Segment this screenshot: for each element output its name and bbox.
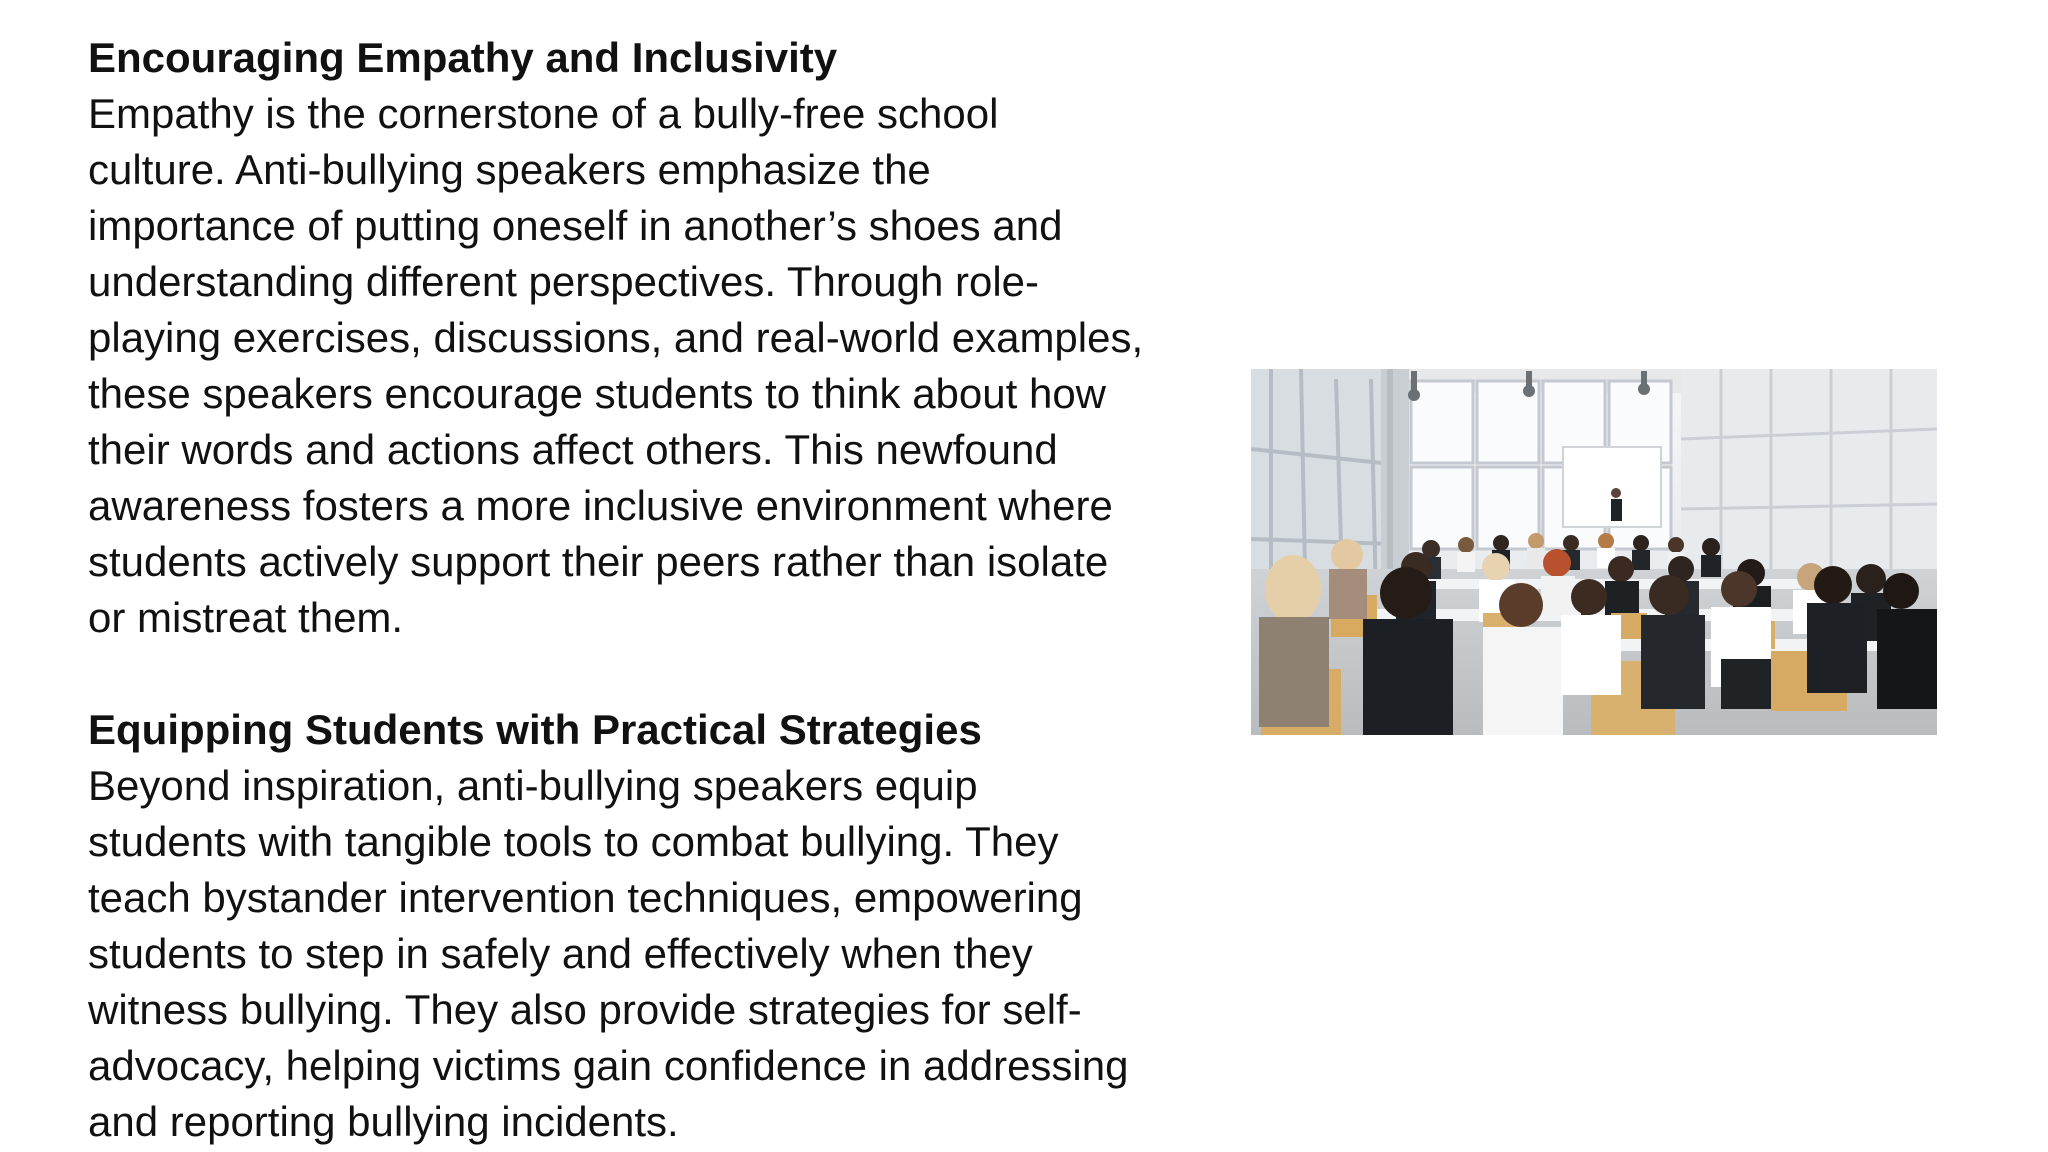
classroom-audience-photo: [1251, 369, 1937, 735]
body-line: their words and actions affect others. This newfound: [88, 426, 1058, 473]
text-column: [88, 30, 1188, 1150]
section-strategies: [88, 702, 1188, 1150]
body-line: students actively support their peers rather than isolate: [88, 538, 1109, 585]
body-line: and reporting bullying incidents.: [88, 1098, 679, 1145]
section-heading: Equipping Students with Practical Strategies: [88, 706, 982, 753]
body-line: students to step in safely and effectively when they: [88, 930, 1033, 977]
body-line: witness bullying. They also provide strategies for self-: [88, 986, 1082, 1033]
section-heading: Encouraging Empathy and Inclusivity: [88, 34, 838, 81]
body-line: Empathy is the cornerstone of a bully-free school: [88, 90, 999, 137]
body-line: or mistreat them.: [88, 594, 404, 641]
classroom-photo-illustration: [1251, 369, 1937, 735]
body-line: culture. Anti-bullying speakers emphasize the: [88, 146, 931, 193]
body-line: awareness fosters a more inclusive environment where: [88, 482, 1113, 529]
body-line: importance of putting oneself in another’s shoes and: [88, 202, 1063, 249]
section-empathy: [88, 30, 1188, 646]
body-line: these speakers encourage students to think about how: [88, 370, 1107, 417]
body-line: playing exercises, discussions, and real-world examples,: [88, 314, 1144, 361]
body-line: Beyond inspiration, anti-bullying speakers equip: [88, 762, 978, 809]
body-line: teach bystander intervention techniques, empowering: [88, 874, 1083, 921]
body-line: students with tangible tools to combat bullying. They: [88, 818, 1059, 865]
body-line: understanding different perspectives. Through role-: [88, 258, 1040, 305]
body-line: advocacy, helping victims gain confidence in addressing: [88, 1042, 1129, 1089]
